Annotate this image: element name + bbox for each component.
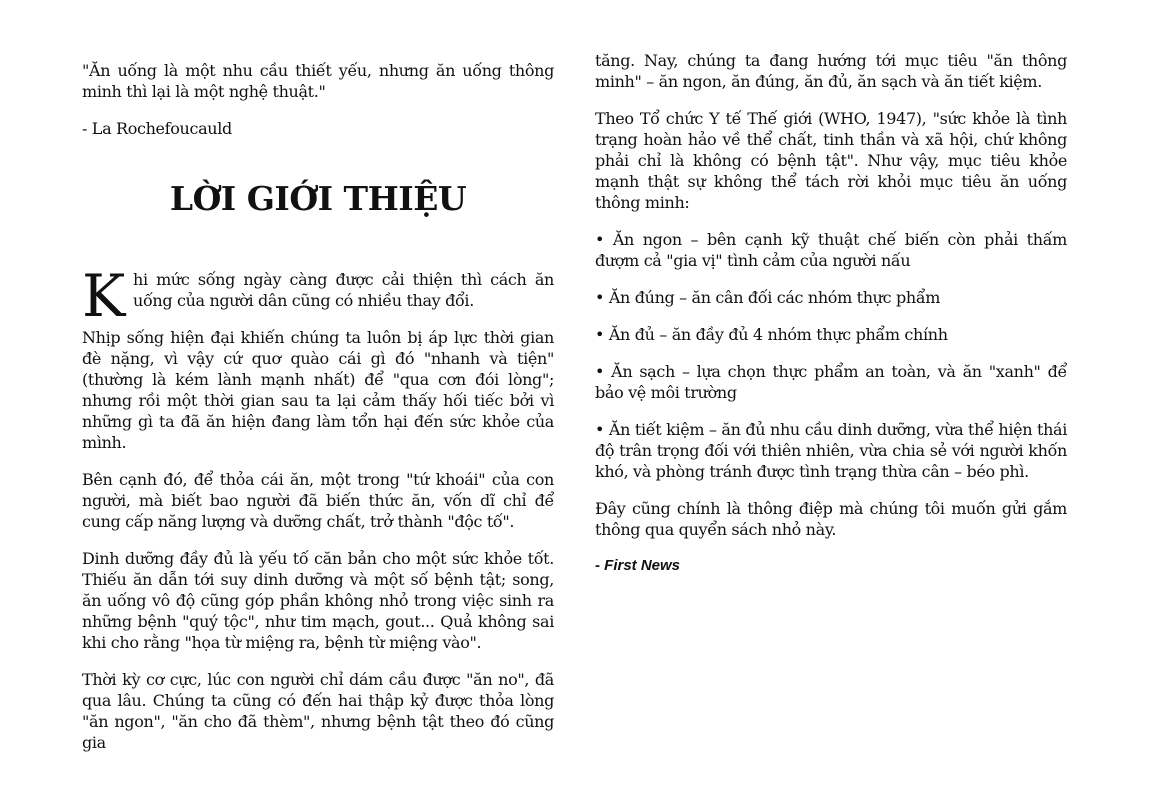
- drop-cap: K: [82, 262, 125, 330]
- body-paragraph: Dinh dưỡng đầy đủ là yếu tố căn bản cho một sức khỏe tốt. Thiếu ăn dẫn tới suy dinh dưỡng và một số bệnh tật; song, ăn uống vô độ cũng góp phần không nhỏ trong việc sinh ra những bệnh "quý tộc", như tim mạch, gout... Quả không sai khi cho rằng "họa từ miệng ra, bệnh từ miệng vào".: [82, 549, 554, 652]
- bullet-item: • Ăn tiết kiệm – ăn đủ nhu cầu dinh dưỡng, vừa thể hiện thái độ trân trọng đối với thiên nhiên, vừa chia sẻ với người khốn khó, và phòng tránh được tình trạng thừa cân – béo phì.: [595, 420, 1067, 481]
- signature: - First News: [595, 557, 681, 574]
- bullet-item: • Ăn đủ – ăn đầy đủ 4 nhóm thực phẩm chính: [595, 325, 948, 344]
- body-paragraph: Đây cũng chính là thông điệp mà chúng tôi muốn gửi gắm thông qua quyển sách nhỏ này.: [595, 499, 1067, 539]
- intro-paragraph: [82, 262, 554, 330]
- body-paragraph: Thời kỳ cơ cực, lúc con người chỉ dám cầu được "ăn no", đã qua lâu. Chúng ta cũng có đến hai thập kỷ được thỏa lòng "ăn ngon", "ăn cho đã thèm", nhưng bệnh tật theo đó cũng gia: [82, 670, 554, 752]
- body-paragraph: Bên cạnh đó, để thỏa cái ăn, một trong "tứ khoái" của con người, mà biết bao người đã biến thức ăn, vốn dĩ chỉ để cung cấp năng lượng và dưỡng chất, trở thành "độc tố".: [82, 470, 554, 531]
- bullet-item: • Ăn đúng – ăn cân đối các nhóm thực phẩm: [595, 288, 941, 307]
- body-paragraph: tăng. Nay, chúng ta đang hướng tới mục tiêu "ăn thông minh" – ăn ngon, ăn đúng, ăn đủ, ăn sạch và ăn tiết kiệm.: [595, 51, 1067, 91]
- page-title: LỜI GIỚI THIỆU: [169, 179, 467, 218]
- epigraph-author: - La Rochefoucauld: [82, 119, 232, 138]
- body-paragraph: Nhịp sống hiện đại khiến chúng ta luôn bị áp lực thời gian đè nặng, vì vậy cứ quơ quào cái gì đó "nhanh và tiện" (thường là kém lành mạnh nhất) để "qua cơn đói lòng"; nhưng rồi một thời gian sau ta lại cảm thấy hối tiếc bởi vì những gì ta đã ăn hiện đang làm tổn hại đến sức khỏe của mình.: [82, 328, 554, 452]
- bullet-item: • Ăn ngon – bên cạnh kỹ thuật chế biến còn phải thấm đượm cả "gia vị" tình cảm của người nấu: [595, 230, 1067, 270]
- intro-text: hi mức sống ngày càng được cải thiện thì cách ăn uống của người dân cũng có nhiều thay đổi.: [132, 270, 554, 310]
- left-column: [82, 50, 554, 753]
- right-column: [595, 50, 1067, 576]
- bullet-item: • Ăn sạch – lựa chọn thực phẩm an toàn, và ăn "xanh" để bảo vệ môi trường: [595, 362, 1067, 402]
- epigraph-quote: "Ăn uống là một nhu cầu thiết yếu, nhưng ăn uống thông minh thì lại là một nghệ thuật.": [82, 61, 554, 101]
- body-paragraph: Theo Tổ chức Y tế Thế giới (WHO, 1947), "sức khỏe là tình trạng hoàn hảo về thể chất, tinh thần và xã hội, chứ không phải chỉ là không có bệnh tật". Như vậy, mục tiêu khỏe mạnh thật sự không thể tách rời khỏi mục tiêu ăn uống thông minh:: [595, 109, 1067, 212]
